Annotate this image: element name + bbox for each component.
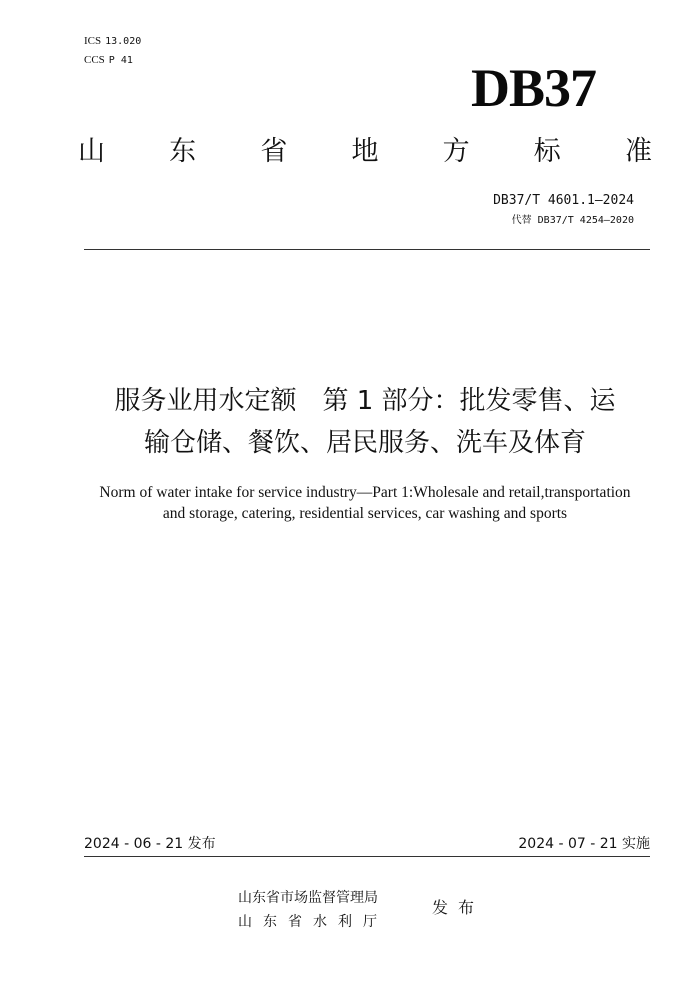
header-divider — [84, 249, 650, 250]
title-english — [60, 482, 670, 524]
footer-divider — [84, 856, 650, 857]
title-english-line-1: Norm of water intake for service industry—Part 1:Wholesale and retail,transportation — [99, 484, 631, 501]
standard-type-char: 山 — [78, 136, 105, 167]
standard-type-char: 准 — [624, 136, 652, 167]
ccs-label: CCS — [84, 54, 105, 66]
issuer-water-resources: 山东省水利厅 — [238, 914, 388, 930]
standard-type-char: 方 — [442, 136, 470, 167]
implementation-date: 2024 - 07 - 21 实施 — [518, 836, 650, 852]
title-english-line-2: and storage, catering, residential services, car washing and sports — [162, 505, 568, 522]
issuer-market-regulation: 山东省市场监督管理局 — [238, 890, 378, 906]
standard-type-char: 地 — [351, 136, 379, 167]
ics-code: 13.020 — [105, 36, 142, 47]
ics-label: ICS — [84, 35, 102, 47]
standard-type-char: 标 — [533, 136, 561, 167]
issue-date: 2024 - 06 - 21 发布 — [84, 836, 216, 852]
ics-line — [84, 34, 141, 49]
title-chinese-line-2: 输仓储、餐饮、居民服务、洗车及体育 — [143, 428, 586, 458]
ccs-code: P 41 — [108, 55, 133, 66]
db37-logo: DB37 — [470, 58, 596, 118]
title-chinese — [60, 380, 670, 464]
issue-label: 发布 — [432, 898, 485, 917]
ccs-line — [84, 53, 133, 68]
standard-type-char: 省 — [260, 136, 288, 167]
standard-type-char: 东 — [169, 136, 197, 167]
title-chinese-line-1: 服务业用水定额 第 1 部分：批发零售、运 — [114, 386, 616, 416]
standard-code: DB37/T 4601.1—2024 — [493, 193, 634, 208]
issuing-organizations — [238, 886, 388, 934]
replaces-standard: 代替 DB37/T 4254—2020 — [511, 215, 634, 226]
standard-type — [78, 132, 652, 172]
